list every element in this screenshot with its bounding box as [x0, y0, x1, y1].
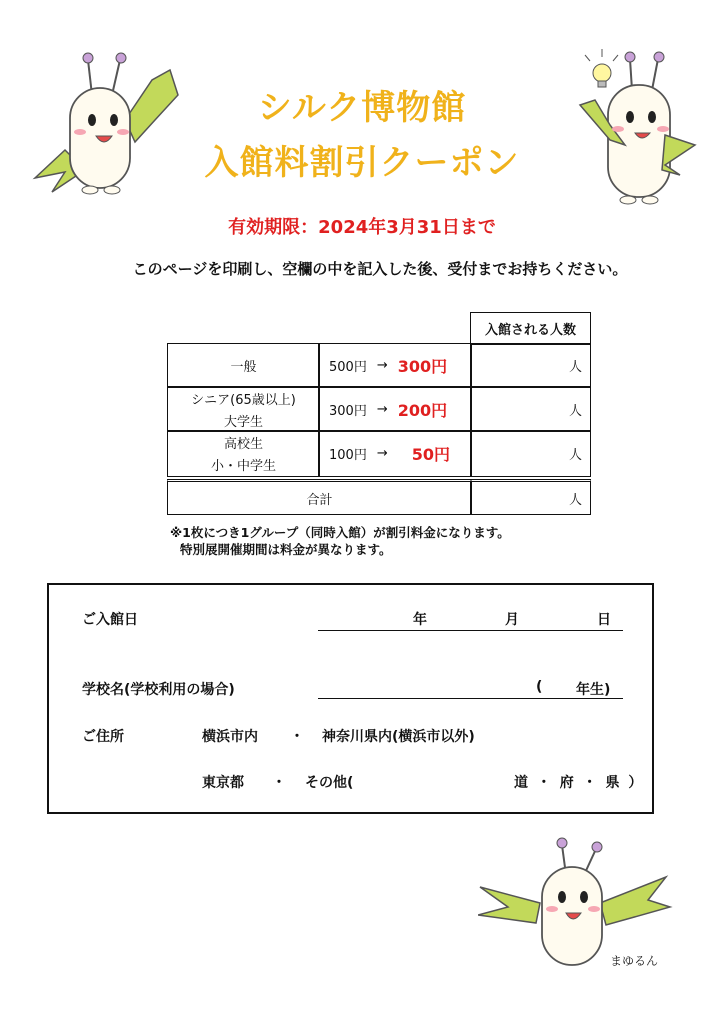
old-price: 300円 [329, 403, 367, 419]
total-label-cell [167, 479, 472, 515]
price-cell [318, 386, 472, 432]
separator-dot: ・ [272, 775, 286, 791]
school-name-field[interactable] [318, 698, 623, 699]
validity-period: 有効期限：2024年3月31日まで [228, 217, 496, 238]
page-title: シルク博物館 [257, 88, 467, 128]
discount-price: 200円 [397, 400, 448, 420]
prefecture-suffix: 道 ・ 府 ・ 県 ） [514, 775, 643, 791]
mascot-waving-illustration [30, 50, 185, 200]
discount-price: 50円 [411, 445, 451, 464]
category-label: 高校生 [223, 437, 263, 452]
category-cell [167, 386, 320, 432]
arrow-icon: → [376, 446, 388, 461]
day-label: 日 [597, 612, 611, 628]
count-header-cell [470, 312, 591, 345]
category-label: 小・中学生 [210, 459, 276, 474]
price-cell [318, 343, 472, 388]
old-price: 500円 [329, 360, 367, 375]
category-cell [167, 343, 320, 388]
address-option-yokohama[interactable]: 横浜市内 [202, 729, 258, 745]
category-cell [167, 430, 320, 477]
count-input-cell[interactable] [470, 343, 591, 388]
discount-price: 300円 [397, 357, 448, 376]
school-name-label: 学校名(学校利用の場合) [82, 682, 235, 698]
page-subtitle: 入館料割引クーポン [204, 143, 520, 183]
notes [170, 524, 510, 558]
note-line: ※1枚につき1グループ（同時入館）が割引料金になります。 [170, 525, 510, 540]
person-unit: 人 [568, 360, 582, 375]
address-option-other[interactable]: その他( [305, 775, 354, 791]
arrow-icon: → [376, 401, 388, 417]
category-label: シニア(65歳以上) [191, 392, 296, 408]
count-input-cell[interactable] [470, 430, 591, 477]
mascot-idea-illustration [570, 45, 700, 210]
price-cell [318, 430, 472, 477]
address-label: ご住所 [82, 729, 124, 745]
visit-date-field[interactable] [318, 630, 623, 631]
person-unit: 人 [568, 403, 582, 419]
separator-dot: ・ [290, 729, 304, 745]
visit-date-label: ご入館日 [82, 612, 138, 628]
total-label: 合計 [306, 492, 333, 508]
note-line: 特別展開催期間は料金が異なります。 [180, 542, 392, 557]
category-label: 大学生 [223, 414, 263, 430]
address-option-tokyo[interactable]: 東京都 [202, 775, 244, 791]
grade-label: 年生) [576, 682, 611, 698]
month-label: 月 [505, 612, 519, 628]
category-label: 一般 [230, 360, 257, 375]
old-price: 100円 [329, 448, 367, 463]
mascot-flying-illustration [478, 835, 673, 970]
count-header: 入館される人数 [484, 323, 576, 338]
address-option-kanagawa[interactable]: 神奈川県内(横浜市以外) [322, 729, 475, 745]
grade-paren-open: ( [536, 679, 543, 695]
count-input-cell[interactable] [470, 386, 591, 432]
year-label: 年 [413, 612, 427, 628]
person-unit: 人 [568, 448, 582, 463]
person-unit: 人 [568, 492, 582, 508]
total-count-cell[interactable] [470, 479, 591, 515]
mascot-name: まゆるん [610, 954, 659, 968]
arrow-icon: → [376, 358, 388, 373]
instruction-text: このページを印刷し、空欄の中を記入した後、受付までお持ちください。 [132, 260, 628, 278]
